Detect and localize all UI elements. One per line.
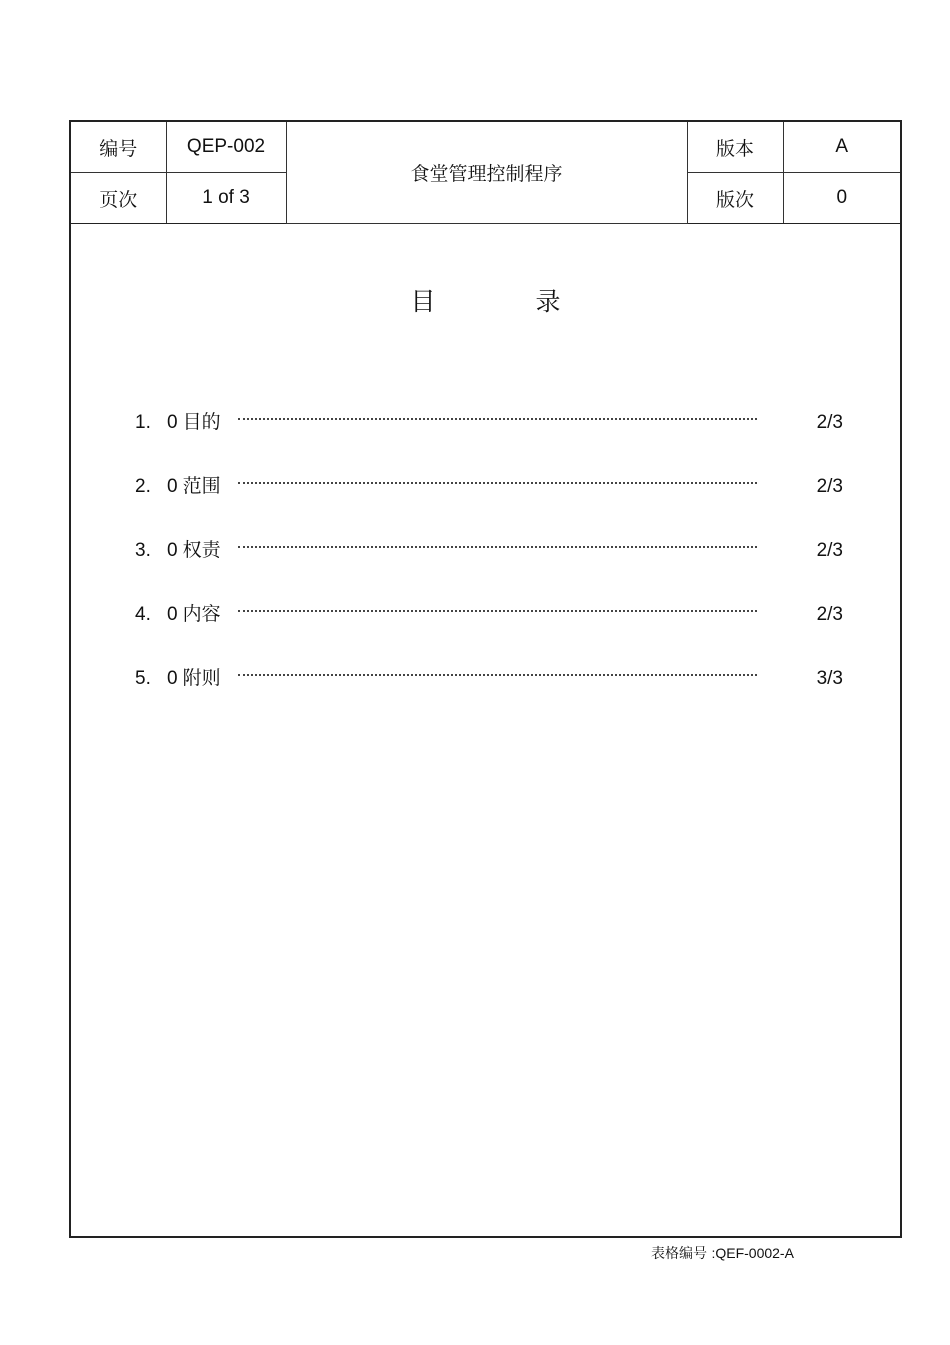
document-frame: [69, 120, 902, 1238]
toc-entry-subnumber: 0: [167, 476, 178, 497]
toc-entry-subnumber: 0: [167, 604, 178, 625]
toc-entry-subnumber: 0: [167, 540, 178, 561]
toc-entry[interactable]: [135, 663, 843, 727]
toc-entry[interactable]: [135, 471, 843, 535]
number-value: QEP-002: [166, 122, 286, 173]
revision-label: 版次: [687, 173, 783, 224]
toc-entry-label: 权责: [182, 539, 221, 561]
toc-entry-number: 4.: [135, 604, 151, 625]
page-label: 页次: [71, 173, 166, 224]
toc-entry-page: 2/3: [816, 540, 843, 561]
toc-entry-page: 3/3: [816, 668, 843, 689]
toc-heading-right: 录: [535, 287, 561, 316]
document-header-table: [71, 122, 900, 224]
toc-entry-label: 附则: [182, 667, 221, 689]
document-title: 食堂管理控制程序: [286, 122, 687, 224]
number-label: 编号: [71, 122, 166, 173]
toc-heading: [71, 282, 900, 318]
toc-entry[interactable]: [135, 599, 843, 663]
toc-entry-page: 2/3: [816, 476, 843, 497]
toc-leader-dots: [238, 418, 757, 420]
revision-value: 0: [783, 173, 900, 224]
toc-entry[interactable]: [135, 535, 843, 599]
form-number-footer: [651, 1243, 794, 1263]
version-value: A: [783, 122, 900, 173]
toc-leader-dots: [238, 610, 757, 612]
toc-entry-subnumber: 0: [167, 412, 178, 433]
toc-entry-label: 内容: [182, 603, 221, 625]
toc-entry-subnumber: 0: [167, 668, 178, 689]
toc-entry-number: 1.: [135, 412, 151, 433]
toc-entry-number: 2.: [135, 476, 151, 497]
toc-entry-label: 范围: [182, 475, 221, 497]
form-number-label: 表格编号: [651, 1246, 707, 1262]
toc-heading-left: 目: [410, 287, 436, 316]
toc-entry-page: 2/3: [816, 604, 843, 625]
toc-leader-dots: [238, 482, 757, 484]
toc-entry-number: 3.: [135, 540, 151, 561]
toc-entry-label: 目的: [182, 411, 221, 433]
toc-list: [135, 407, 843, 727]
toc-entry[interactable]: [135, 407, 843, 471]
toc-leader-dots: [238, 674, 757, 676]
version-label: 版本: [687, 122, 783, 173]
form-number-code: :QEF-0002-A: [711, 1245, 794, 1261]
toc-entry-page: 2/3: [816, 412, 843, 433]
toc-leader-dots: [238, 546, 757, 548]
toc-entry-number: 5.: [135, 668, 151, 689]
page-value: 1 of 3: [166, 173, 286, 224]
